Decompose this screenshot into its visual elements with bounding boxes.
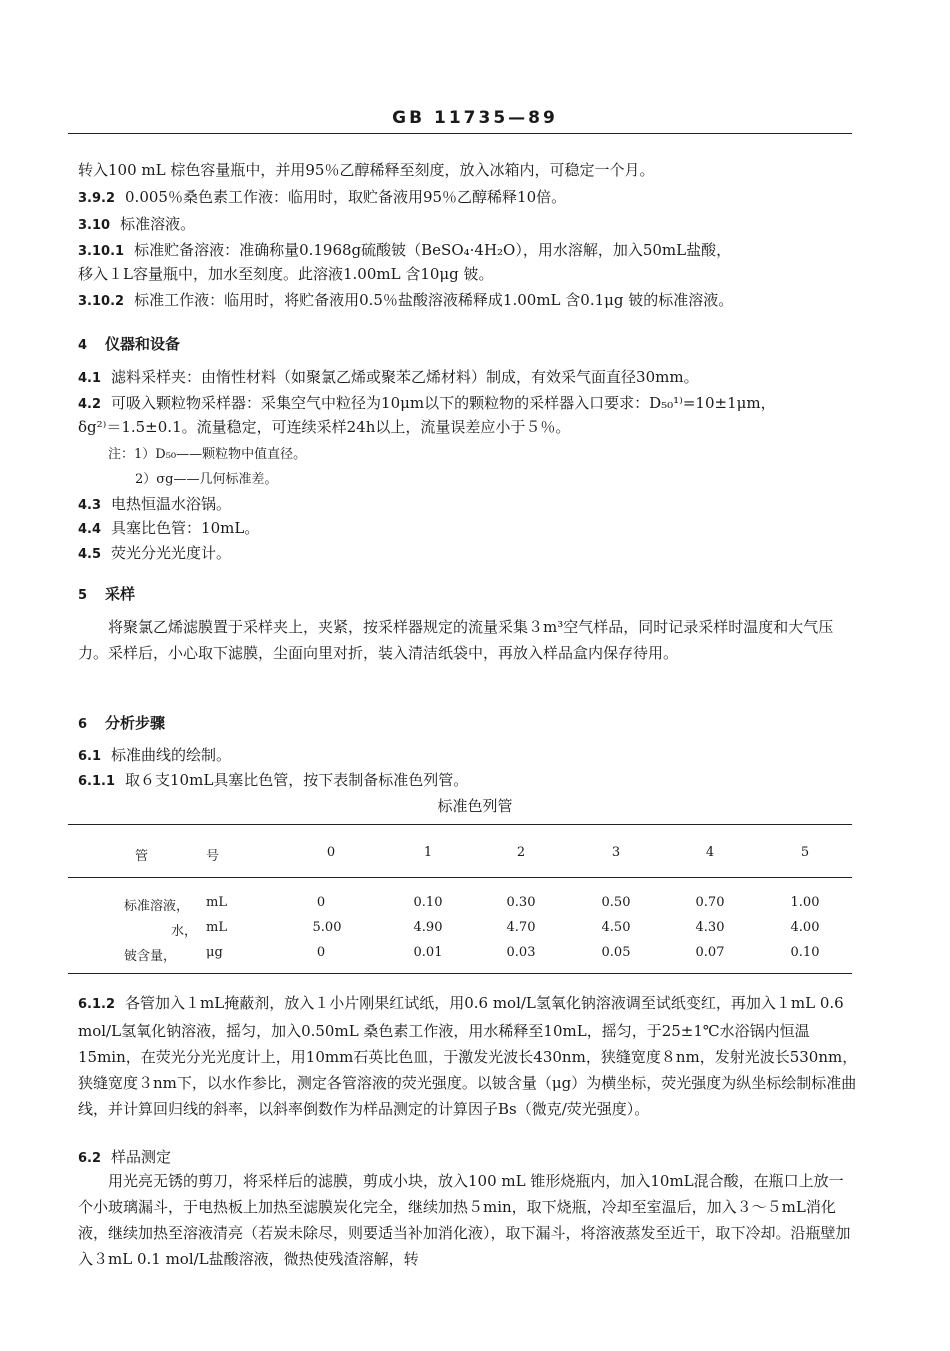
row-label: 铍含量， — [124, 949, 177, 964]
clause-6-1 — [78, 745, 858, 767]
table-bottom-rule — [68, 973, 852, 974]
line-continuation: 转入100 mL 棕色容量瓶中，并用95％乙醇稀释至刻度，放入冰箱内，可稳定一个月。 — [78, 161, 655, 179]
clause-text: 标准溶液。 — [120, 215, 196, 233]
table-cell: 0.10 — [413, 895, 443, 910]
column-header: 1 — [423, 845, 433, 860]
clause-text: 具塞比色管：10mL。 — [111, 519, 260, 537]
table-cell: 4.30 — [695, 920, 725, 935]
table-cell: 0.10 — [790, 945, 820, 960]
clause-4-1 — [78, 367, 858, 389]
clause-4-4 — [78, 518, 858, 540]
table-cell: 0 — [316, 895, 326, 910]
standard-code-header: GB 11735—89 — [392, 108, 558, 128]
clause-number: 6.1 — [78, 749, 102, 764]
clause-6-2-paragraph: 用光亮无锈的剪刀，将采样后的滤膜，剪成小块，放入100 mL 锥形烧瓶内，加入10mL混合酸，在瓶口上放一个小玻璃漏斗，于电热板上加热至滤膜炭化完全，继续加热５min，取下烧瓶，冷却至室温后，加入３～５mL消化液，继续加热至溶液清亮（若炭未除尽，则要适当补加消化液），取下漏斗，将溶液蒸发至近干，取下冷却。沿瓶壁加入３mL 0.1 mol/L盐酸溶液，微热使残渣溶解，转 — [78, 1172, 851, 1268]
row-label: 标准溶液， — [124, 899, 190, 914]
clause-number: 3.10.2 — [78, 294, 125, 309]
clause-number: 3.10 — [78, 218, 111, 233]
table-cell: 0.50 — [601, 895, 631, 910]
table-cell: 0.05 — [601, 945, 631, 960]
table-cell: 0.07 — [695, 945, 725, 960]
clause-6-2 — [78, 1147, 858, 1169]
table-cell: 1.00 — [790, 895, 820, 910]
row-unit: μg — [206, 945, 223, 960]
clause-number: 3.10.1 — [78, 244, 125, 259]
section-number: 4 — [78, 338, 88, 353]
clause-number: 4.4 — [78, 522, 102, 537]
clause-4-2 — [78, 393, 858, 415]
section-title: 仪器和设备 — [105, 335, 181, 353]
table-cell: 4.50 — [601, 920, 631, 935]
table-header-rule — [68, 877, 852, 878]
header-rule — [68, 133, 852, 134]
table-cell: 0.70 — [695, 895, 725, 910]
clause-text: 标准曲线的绘制。 — [111, 746, 232, 764]
column-header: 4 — [705, 845, 715, 860]
table-cell: 0.01 — [413, 945, 443, 960]
column-header: 2 — [516, 845, 526, 860]
column-header: 0 — [326, 845, 336, 860]
clause-text: 样品测定 — [111, 1148, 172, 1166]
clause-text: 电热恒温水浴锅。 — [111, 495, 232, 513]
clause-4-3 — [78, 494, 858, 516]
table-caption: 标准色列管 — [437, 797, 513, 815]
clause-number: 4.3 — [78, 498, 102, 513]
section-5-heading — [78, 583, 135, 604]
clause-text: 各管加入１mL掩蔽剂，放入１小片刚果红试纸，用0.6 mol/L氢氧化钠溶液调至试纸变红，再加入１mL 0.6 mol/L氢氧化钠溶液，摇匀，加入0.50mL 桑色素工作液，用水稀释至10mL，摇匀，于25±1℃水浴锅内恒温15min，在荧光分光光度计上，用10mm石英比色皿，于激发光波长430nm，狭缝宽度８nm，发射光波长530nm，狭缝宽度３nm下，以水作参比，测定各管溶液的荧光强度。以铍含量（μg）为横坐标，荧光强度为纵坐标绘制标准曲线，并计算回归线的斜率，以斜率倒数作为样品测定的计算因子Bs（微克/荧光强度）。 — [78, 994, 858, 1118]
table-cell: 0.03 — [506, 945, 536, 960]
table-cell: 4.00 — [790, 920, 820, 935]
section-number: 6 — [78, 717, 88, 732]
row-unit: mL — [206, 895, 227, 910]
clause-text: 滤料采样夹：由惰性材料（如聚氯乙烯或聚苯乙烯材料）制成，有效采气面直径30mm。 — [111, 368, 699, 386]
clause-number: 6.1.2 — [78, 997, 116, 1012]
section-title: 采样 — [105, 585, 136, 603]
clause-4-2-cont: δg²⁾＝1.5±0.1。流量稳定，可连续采样24h以上，流量误差应小于５％。 — [78, 418, 571, 436]
clause-text: 标准贮备溶液：准确称量0.1968g硫酸铍（BeSO₄·4H₂O），用水溶解，加入50mL盐酸， — [134, 241, 732, 259]
note-2: 2）σg——几何标准差。 — [135, 472, 278, 487]
clause-6-1-2 — [78, 990, 858, 1122]
clause-number: 6.2 — [78, 1151, 102, 1166]
clause-6-1-1 — [78, 770, 858, 792]
table-cell: 5.00 — [312, 920, 342, 935]
clause-number: 4.5 — [78, 547, 102, 562]
clause-3-10-1-cont: 移入１L容量瓶中，加水至刻度。此溶液1.00mL 含10μg 铍。 — [78, 265, 494, 283]
clause-number: 4.1 — [78, 371, 102, 386]
clause-number: 4.2 — [78, 397, 102, 412]
column-header: 3 — [611, 845, 621, 860]
table-cell: 4.90 — [413, 920, 443, 935]
clause-number: 6.1.1 — [78, 774, 116, 789]
clause-text: 荧光分光光度计。 — [111, 544, 232, 562]
clause-4-5 — [78, 543, 858, 565]
section-title: 分析步骤 — [105, 714, 166, 732]
clause-number: 3.9.2 — [78, 191, 116, 206]
clause-3-10 — [78, 214, 858, 236]
header-label-number: 号 — [206, 849, 220, 864]
note-1: 注：1）D₅₀——颗粒物中值直径。 — [108, 447, 307, 462]
section-6-heading — [78, 712, 165, 733]
clause-3-9-2 — [78, 187, 858, 209]
section-5-paragraph: 将聚氯乙烯滤膜置于采样夹上，夹紧，按采样器规定的流量采集３m³空气样品，同时记录采样时温度和大气压力。采样后，小心取下滤膜，尘面向里对折，装入清洁纸袋中，再放入样品盒内保存待用。 — [78, 618, 834, 662]
clause-text: 取６支10mL具塞比色管，按下表制备标准色列管。 — [125, 771, 469, 789]
header-label-tube: 管 — [135, 849, 149, 864]
table-top-rule — [68, 824, 852, 825]
row-unit: mL — [206, 920, 227, 935]
column-header: 5 — [800, 845, 810, 860]
clause-text: 标准工作液：临用时，将贮备液用0.5％盐酸溶液稀释成1.00mL 含0.1μg 铍的标准溶液。 — [134, 291, 734, 309]
table-cell: 4.70 — [506, 920, 536, 935]
section-number: 5 — [78, 588, 88, 603]
clause-text: 0.005％桑色素工作液：临用时，取贮备液用95％乙醇稀释10倍。 — [125, 188, 567, 206]
section-4-heading — [78, 333, 180, 354]
table-cell: 0 — [316, 945, 326, 960]
table-cell: 0.30 — [506, 895, 536, 910]
clause-text: 可吸入颗粒物采样器：采集空气中粒径为10μm以下的颗粒物的采样器入口要求：D₅₀¹⁾=10±1μm， — [111, 394, 776, 412]
clause-3-10-2 — [78, 290, 858, 312]
clause-3-10-1 — [78, 240, 858, 262]
row-label: 水， — [171, 924, 198, 939]
